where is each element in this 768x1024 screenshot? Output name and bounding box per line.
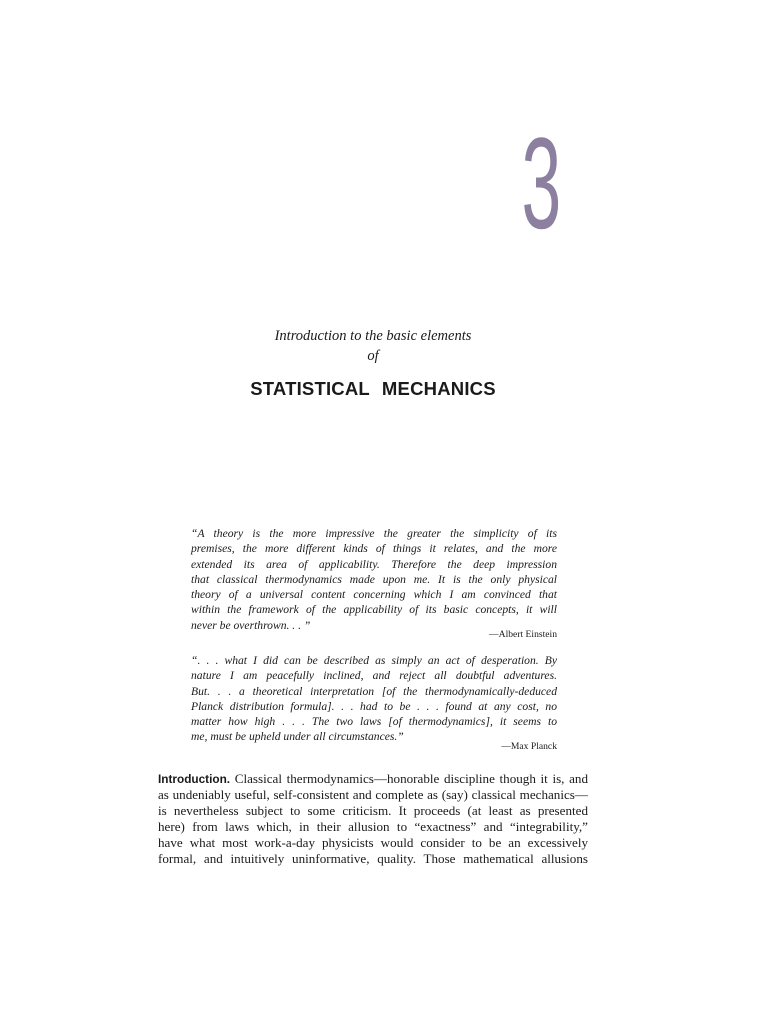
epigraph-planck	[191, 653, 557, 753]
quote-line: extended its area of applicability. Therefore the deep impression	[191, 557, 557, 571]
body-line: have what most work-a-day physicists would consider to be an excessively	[158, 835, 588, 851]
chapter-intro-of: of	[367, 348, 379, 364]
quote-attribution: —Max Planck	[501, 740, 557, 752]
quote-line: never be overthrown. . . ”	[191, 618, 311, 632]
quote-line: nature I am peacefully inclined, and reject all doubtful adventures.	[191, 669, 557, 683]
quote-line: matter how high . . . The two laws [of thermodynamics], it seems to	[191, 715, 557, 729]
introduction-paragraph	[158, 771, 588, 868]
quote-line: “A theory is the more impressive the greater the simplicity of its	[191, 527, 557, 540]
chapter-number: 3	[521, 110, 562, 256]
chapter-title: STATISTICAL MECHANICS	[250, 378, 496, 399]
body-line: here) from laws which, in their allusion to “exactness” and “integrability,”	[158, 819, 588, 835]
quote-line: Planck distribution formula]. . . had to be . . . found at any cost, no	[191, 699, 557, 713]
quote-line: But. . . a theoretical interpretation [of the thermodynamically-deduced	[191, 684, 557, 698]
quote-line: me, must be upheld under all circumstances.”	[191, 730, 404, 744]
quote-line: premises, the more different kinds of things it relates, and the more	[191, 542, 557, 556]
quote-line: theory of a universal content concerning which I am convinced that	[191, 588, 557, 602]
body-line: is nevertheless subject to some criticism. It proceeds (at least as presented	[158, 803, 588, 819]
chapter-intro-line: Introduction to the basic elements	[274, 328, 472, 344]
quote-line: that classical thermodynamics made upon me. It is the only physical	[191, 572, 557, 586]
quote-line: “. . . what I did can be described as simply an act of desperation. By	[191, 654, 557, 667]
body-line: as undeniably useful, self-consistent and complete as (say) classical mechanics—	[158, 787, 588, 803]
introduction-run-in-heading: Introduction.	[158, 772, 231, 786]
body-line-text: Classical thermodynamics—honorable discipline though it is, and	[234, 771, 588, 786]
quote-attribution: —Albert Einstein	[489, 629, 557, 641]
epigraph-einstein	[191, 526, 557, 641]
body-line	[158, 771, 588, 787]
body-line: formal, and intuitively uninformative, quality. Those mathematical allusions	[158, 851, 588, 867]
quote-line: within the framework of the applicability of its basic concepts, it will	[191, 603, 557, 617]
